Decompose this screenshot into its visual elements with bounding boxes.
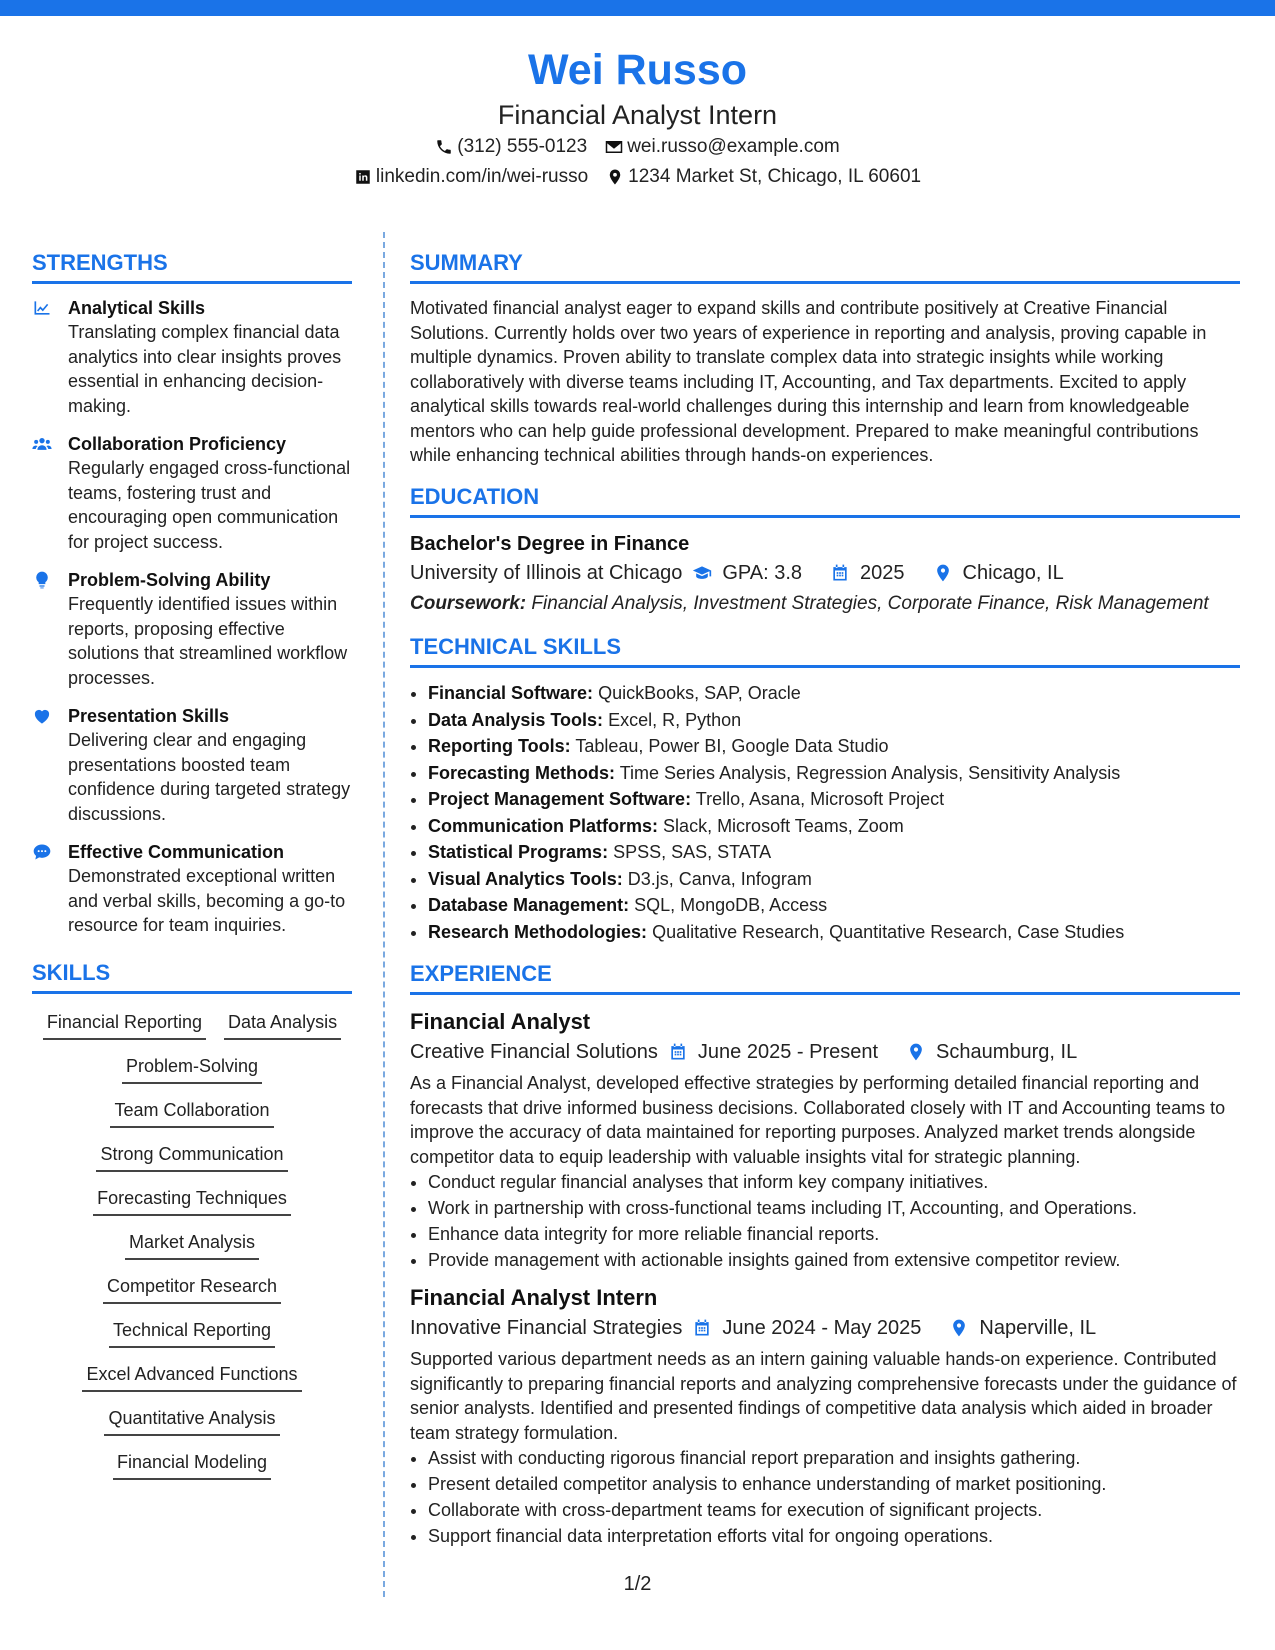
candidate-title: Financial Analyst Intern: [497, 100, 778, 130]
right-column: [410, 248, 1240, 1549]
address-text: 1234 Market St, Chicago, IL 60601: [628, 166, 922, 187]
skill-tag: Team Collaboration: [110, 1098, 273, 1128]
linkedin-icon: [354, 168, 372, 186]
list-item: [428, 892, 1240, 919]
list-item: [428, 919, 1240, 946]
address-item: [606, 162, 921, 192]
skill-tag: Excel Advanced Functions: [82, 1362, 301, 1392]
heart-icon: [32, 706, 52, 726]
list-item: • Assist with conducting rigorous financial report preparation and insights gathering.: [428, 1445, 1240, 1471]
coursework-list: Financial Analysis, Investment Strategies, Corporate Finance, Risk Management: [531, 592, 1209, 614]
skill-tag: Financial Modeling: [113, 1450, 271, 1480]
list-item: [428, 866, 1240, 893]
skill-tag: Market Analysis: [125, 1230, 259, 1260]
strength-title: Effective Communication: [68, 842, 285, 862]
job-dates: June 2025 - Present: [697, 1041, 879, 1063]
tech-skill-label: Database Management:: [428, 895, 630, 915]
strength-item: [32, 840, 352, 938]
tech-skill-label: Statistical Programs:: [428, 842, 609, 862]
list-item: • Enhance data integrity for more reliable financial reports.: [428, 1221, 1240, 1247]
linkedin-text: linkedin.com/in/wei-russo: [375, 166, 589, 187]
page-number: 1/2: [623, 1573, 652, 1595]
skill-tag: Financial Reporting: [43, 1010, 206, 1040]
tech-skill-value: QuickBooks, SAP, Oracle: [598, 683, 801, 703]
job-description: As a Financial Analyst, developed effective strategies by performing detailed financial reporting and forecasts that drive informed business decisions. Collaborated closely with IT and Accounting teams to improve the accuracy of data maintained for reporting purposes. Analyzed market trends alongside competitor data to equip leadership with valuable insights vital for strategic planning.: [410, 1073, 1226, 1167]
strength-item: [32, 296, 352, 418]
experience-heading: EXPERIENCE: [410, 959, 1240, 995]
education-location: Chicago, IL: [962, 561, 1064, 584]
skill-tag: Competitor Research: [103, 1274, 281, 1304]
strength-title: Analytical Skills: [68, 298, 206, 318]
contact-row-1: [0, 132, 1275, 162]
strength-item: [32, 704, 352, 826]
strength-desc: Frequently identified issues within reports, proposing effective solutions that streamlined workflow processes.: [68, 594, 348, 688]
company-name: Innovative Financial Strategies: [410, 1317, 683, 1339]
tech-skill-label: Data Analysis Tools:: [428, 709, 604, 730]
envelope-icon: [605, 138, 623, 156]
tech-skill-label: Forecasting Methods:: [428, 762, 616, 783]
job-dates: June 2024 - May 2025: [722, 1317, 922, 1339]
strength-title: Collaboration Proficiency: [68, 434, 287, 454]
list-item: [428, 786, 1240, 813]
list-item: • Conduct regular financial analyses that inform key company initiatives.: [428, 1169, 1240, 1195]
strengths-heading: STRENGTHS: [32, 248, 352, 284]
summary-heading: SUMMARY: [410, 248, 1240, 284]
degree-title: Bachelor's Degree in Finance: [410, 532, 690, 555]
education-meta: [410, 558, 1240, 588]
lightbulb-icon: [32, 570, 52, 590]
list-item: • Support financial data interpretation efforts vital for ongoing operations.: [428, 1523, 1240, 1549]
strength-item: [32, 432, 352, 554]
strength-title: Presentation Skills: [68, 706, 230, 726]
tech-skill-label: Communication Platforms:: [428, 815, 659, 836]
skill-tag: Strong Communication: [96, 1142, 287, 1172]
chart-line-icon: [32, 298, 52, 318]
resume-header: [0, 40, 1275, 192]
map-pin-icon: [906, 1042, 926, 1062]
job-entry: [410, 1283, 1240, 1549]
tech-skill-value: Time Series Analysis, Regression Analysis, Sensitivity Analysis: [619, 762, 1121, 783]
list-item: • Work in partnership with cross-functional teams including IT, Accounting, and Operations.: [428, 1195, 1240, 1221]
email-text: wei.russo@example.com: [627, 136, 840, 157]
strength-item: [32, 568, 352, 690]
skill-tag: Forecasting Techniques: [93, 1186, 291, 1216]
coursework: [410, 592, 1240, 617]
strength-desc: Translating complex financial data analytics into clear insights proves essential in enhancing decision-making.: [68, 322, 342, 416]
job-location: Schaumburg, IL: [936, 1041, 1078, 1063]
tech-skill-value: Tableau, Power BI, Google Data Studio: [575, 736, 889, 756]
job-meta: [410, 1313, 1240, 1343]
list-item: [428, 760, 1240, 787]
strength-desc: Regularly engaged cross-functional teams, fostering trust and encouraging open communication for project success.: [68, 458, 351, 552]
tech-skill-label: Research Methodologies:: [428, 921, 648, 942]
tech-skill-value: SQL, MongoDB, Access: [634, 895, 828, 915]
column-divider: [383, 232, 385, 1597]
skill-tag: Quantitative Analysis: [104, 1406, 279, 1436]
phone-item: [435, 132, 587, 162]
left-column: [32, 248, 352, 1480]
skills-list: [32, 1010, 352, 1480]
job-location: Naperville, IL: [979, 1317, 1097, 1339]
list-item: • Provide management with actionable insights gained from extensive competitor review.: [428, 1247, 1240, 1273]
list-item: • Present detailed competitor analysis to enhance understanding of market positioning.: [428, 1471, 1240, 1497]
summary-text: Motivated financial analyst eager to expand skills and contribute positively at Creative Financial Solutions. Currently holds over two years of experience in reporting and analysis, proving capable in multiple dynamics. Proven ability to translate complex data into strategic insights while working collaboratively with diverse teams including IT, Accounting, and Tax departments. Excited to apply analytical skills towards real-world challenges during this internship and learn from knowledgeable mentors who can help guide professional development. Prepared to make meaningful contributions while enhancing technical abilities through hands-on experiences.: [410, 298, 1207, 465]
list-item: [428, 707, 1240, 734]
skill-tag: Technical Reporting: [109, 1318, 275, 1348]
list-item: [428, 813, 1240, 840]
email-item[interactable]: [605, 132, 840, 162]
gpa-text: GPA: 3.8: [722, 561, 803, 584]
graduation-cap-icon: [692, 563, 712, 583]
education-heading: EDUCATION: [410, 482, 1240, 518]
contact-row-2: [0, 162, 1275, 192]
tech-skill-value: Excel, R, Python: [608, 709, 742, 730]
list-item: [428, 839, 1240, 866]
job-title: Financial Analyst: [410, 1009, 591, 1034]
coursework-label: Coursework:: [410, 592, 527, 614]
linkedin-item[interactable]: [354, 162, 588, 192]
technical-skills-list: [410, 680, 1240, 945]
phone-text: (312) 555-0123: [457, 136, 588, 157]
job-entry: [410, 1007, 1240, 1273]
tech-skill-label: Visual Analytics Tools:: [428, 868, 623, 889]
calendar-icon: [830, 563, 850, 583]
skills-heading: SKILLS: [32, 958, 352, 994]
company-name: Creative Financial Solutions: [410, 1041, 658, 1063]
school-name: University of Illinois at Chicago: [410, 561, 683, 584]
strength-title: Problem-Solving Ability: [68, 570, 271, 590]
job-bullets: [410, 1445, 1240, 1549]
map-pin-icon: [933, 563, 953, 583]
comment-icon: [32, 842, 52, 862]
tech-skill-value: Slack, Microsoft Teams, Zoom: [663, 815, 904, 836]
skill-tag: Data Analysis: [224, 1010, 341, 1040]
tech-skill-value: Trello, Asana, Microsoft Project: [695, 789, 945, 809]
skill-tag: Problem-Solving: [122, 1054, 262, 1084]
tech-skill-label: Financial Software:: [428, 683, 594, 703]
strength-desc: Demonstrated exceptional written and verbal skills, becoming a go-to resource for team inquiries.: [68, 866, 346, 935]
job-title: Financial Analyst Intern: [410, 1285, 658, 1310]
tech-skill-label: Project Management Software:: [428, 789, 692, 809]
job-description: Supported various department needs as an intern gaining valuable hands-on experience. Contributed significantly to preparing financial reports and analyzing comprehensive forecasts under the guidance of senior analysts. Identified and presented findings of competitive data analysis which aided in broader team strategy formulation.: [410, 1349, 1237, 1443]
job-bullets: [410, 1169, 1240, 1273]
map-pin-icon: [949, 1318, 969, 1338]
tech-skill-value: Qualitative Research, Quantitative Research, Case Studies: [652, 921, 1125, 942]
phone-icon: [435, 138, 453, 156]
top-accent-bar: [0, 0, 1275, 16]
calendar-icon: [668, 1042, 688, 1062]
tech-skill-value: D3.js, Canva, Infogram: [627, 868, 812, 889]
graduation-year: 2025: [860, 561, 905, 584]
job-meta: [410, 1037, 1240, 1067]
strength-desc: Delivering clear and engaging presentations boosted team confidence during targeted strategy discussions.: [68, 730, 351, 824]
list-item: [428, 680, 1240, 707]
map-pin-icon: [606, 168, 624, 186]
users-icon: [32, 434, 52, 454]
candidate-name: Wei Russo: [527, 46, 748, 94]
technical-skills-heading: TECHNICAL SKILLS: [410, 632, 1240, 668]
list-item: [428, 733, 1240, 760]
tech-skill-value: SPSS, SAS, STATA: [613, 842, 772, 862]
tech-skill-label: Reporting Tools:: [428, 736, 571, 756]
calendar-icon: [692, 1318, 712, 1338]
list-item: • Collaborate with cross-department teams for execution of significant projects.: [428, 1497, 1240, 1523]
